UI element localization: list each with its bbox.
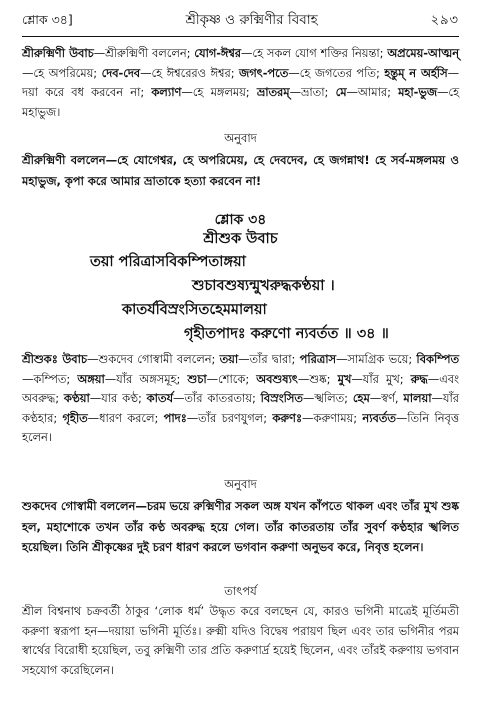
synonym-term: ন্যবর্তত	[362, 410, 396, 425]
synonym-meaning: —সামগ্রিক ভয়ে;	[336, 352, 417, 366]
synonym-term: পাদঃ	[163, 410, 187, 425]
synonym-meaning: —ভ্রাতা;	[289, 85, 336, 99]
synonym-term: যোগ-ঈশ্বর	[194, 46, 242, 60]
translation-paragraph-1: শ্রীরুক্মিণী বললেন—হে যোগেশ্বর, হে অপরিমেয়, হে দেবদেব, হে জগন্নাথ! হে সর্ব-মঙ্গলময় ও মহাভুজ, কৃপা করে আমার ভ্রাতাকে হত্যা করবেন না!	[22, 153, 459, 188]
synonym-meaning: —তাঁর চরণযুগল;	[186, 410, 273, 425]
synonym-term: রুদ্ধ	[410, 371, 428, 386]
synonym-meaning: —করুণাময়;	[302, 410, 363, 425]
synonym-term: কণ্ঠয়া	[63, 391, 90, 405]
synonym-meaning: —হে মঙ্গলময়;	[181, 85, 257, 99]
synonym-term: মালয়া	[403, 391, 432, 405]
verse-line-3: কাতর্যবিস্রংসিতহেমমালয়া	[122, 302, 267, 318]
synonym-meaning: —এবং অবরুদ্ধ;	[22, 371, 459, 405]
synonym-term: বিকম্পিত	[416, 352, 460, 366]
verse-line-2: শুচাবশুষ্যন্মুখরুদ্ধকণ্ঠয়া ।	[192, 278, 335, 294]
verse-reference: শ্লোক ৩৪]	[22, 12, 73, 27]
synonyms-paragraph-2	[22, 350, 459, 448]
synonyms-list	[22, 352, 459, 444]
translation-heading-2: অনুবাদ	[224, 477, 257, 491]
verse-heading: শ্লোক ৩৪	[214, 212, 267, 228]
synonym-term: হেম	[352, 391, 370, 405]
synonyms-paragraph-1	[22, 44, 459, 122]
page-number: ২৯৩	[430, 13, 459, 28]
translation-paragraph-2: শুকদেব গোস্বামী বললেন—চরম ভয়ে রুক্মিণীর সকল অঙ্গ যখন কাঁপতে থাকল এবং তাঁর মুখ শুষ্ক হল, মহাশোকে তখন তাঁর কণ্ঠ অবরুদ্ধ হয়ে গেল। তাঁর কাতরতায় তাঁর সুবর্ণ কণ্ঠহার স্খলিত হয়েছিল। তিনি শ্রীকৃষ্ণের দুই চরণ ধারণ করলে ভগবান করুণা অনুভব করে, নিবৃত্ত হলেন।	[22, 499, 459, 554]
synonym-term: বিস্রংসিত	[260, 391, 303, 405]
synonym-meaning: —তিনি নিবৃত্ত হলেন।	[22, 410, 459, 444]
synonym-meaning: —শ্রীরুক্মিণী বললেন;	[93, 46, 195, 60]
synonym-term: শ্রীরুক্মিণী উবাচ	[22, 46, 94, 60]
synonym-meaning: —স্খলিত;	[302, 391, 353, 405]
synonym-meaning: —শুকদেব গোস্বামী বললেন;	[87, 352, 220, 366]
synonym-term: পরিত্রাস	[299, 352, 337, 366]
synonym-term: মে	[335, 85, 347, 99]
synonym-term: করুণঃ	[272, 410, 303, 425]
synonym-meaning: —যার কণ্ঠ;	[89, 391, 147, 405]
synonym-meaning: —যাঁর মুখ;	[351, 371, 411, 386]
synonym-term: শুচা	[187, 371, 207, 386]
synonym-term: মহা-ভুজ	[398, 85, 438, 99]
synonym-meaning: —হে সকল যোগ শক্তির নিয়ন্তা;	[241, 46, 388, 60]
synonym-meaning: —তাঁর কাতরতায়;	[172, 391, 261, 405]
running-header	[22, 12, 459, 32]
chapter-title: শ্রীকৃষ্ণ ও রুক্মিণীর বিবাহ	[185, 12, 318, 28]
synonym-meaning: —যাঁর কণ্ঠহার;	[22, 391, 459, 425]
synonym-term: শ্রীশুকঃ উবাচ	[22, 352, 87, 366]
synonym-meaning: —হে অপরিমেয়;	[22, 65, 102, 80]
synonym-term: অপ্রমেয়-আত্মন্	[387, 46, 459, 60]
synonym-term: দেব-দেব	[101, 65, 141, 80]
synonym-meaning: —দয়া করে বধ করবেন না;	[22, 65, 459, 99]
synonym-meaning: —তাঁর দ্বারা;	[238, 352, 300, 366]
synonym-term: তয়া	[219, 352, 239, 366]
translation-heading-1: অনুবাদ	[224, 131, 257, 145]
synonym-term: ভ্রাতরম্	[256, 85, 290, 99]
purport-heading: তাৎপর্য	[224, 584, 257, 598]
synonym-term: জগৎ-পতে	[239, 65, 289, 80]
purport-paragraph: শ্রীল বিশ্বনাথ চক্রবর্তী ঠাকুর ‘লোক ধর্ম’ উদ্ধৃত করে বলছেন যে, কারও ভগিনী মাত্রেই মূর্তিমতী করুণা স্বরূপা হন—দয়ায়া ভগিনী মূর্তিঃ। রুক্মী যদিও বিদ্বেষ পরায়ণ ছিল এবং তার ভগিনীর পরম স্বার্থের বিরোধী হয়েছিল, তবু রুক্মিণী তার প্রতি করুণার্দ্র হয়েই ছিলেন, এবং তাঁরই করুণায় ভগবান সহযোগ করেছিলেন।	[22, 604, 459, 677]
synonym-term: কাতর্য	[146, 391, 173, 405]
synonym-meaning: —কম্পিত;	[22, 371, 78, 386]
verse-line-4: গৃহীতপাদঃ করুণো ন্যবর্তত ॥ ৩৪ ॥	[184, 326, 389, 342]
verse-speaker: শ্রীশুক উবাচ	[203, 231, 278, 247]
synonym-meaning: —হে ঈশ্বরেরও ঈশ্বর;	[140, 65, 240, 80]
synonym-meaning: —আমার;	[346, 85, 399, 99]
synonym-meaning: —শোকে;	[206, 371, 257, 386]
synonym-meaning: —স্বর্ণ,	[369, 391, 404, 405]
synonym-meaning: —হে জগতের পতি;	[288, 65, 385, 80]
synonym-meaning: —যাঁর অঙ্গসমূহ;	[104, 371, 188, 386]
header-rule	[22, 36, 459, 37]
synonym-term: অবশুষ্যৎ	[256, 371, 298, 386]
synonym-term: গৃহীত	[62, 410, 88, 425]
synonym-term: মুখ	[337, 371, 352, 386]
synonym-term: অঙ্গয়া	[77, 371, 105, 386]
synonym-term: কল্যাণ	[151, 85, 182, 99]
verse-line-1: তয়া পরিত্রাসবিকম্পিতাঙ্গয়া	[90, 254, 246, 270]
synonym-meaning: —ধারণ করলে;	[87, 410, 164, 425]
synonym-meaning: —হে মহাভুজ।	[22, 85, 460, 119]
synonyms-list	[22, 46, 459, 119]
synonym-meaning: —শুষ্ক;	[297, 371, 338, 386]
synonym-term: হন্তুম্ ন অর্হসি	[384, 65, 448, 80]
